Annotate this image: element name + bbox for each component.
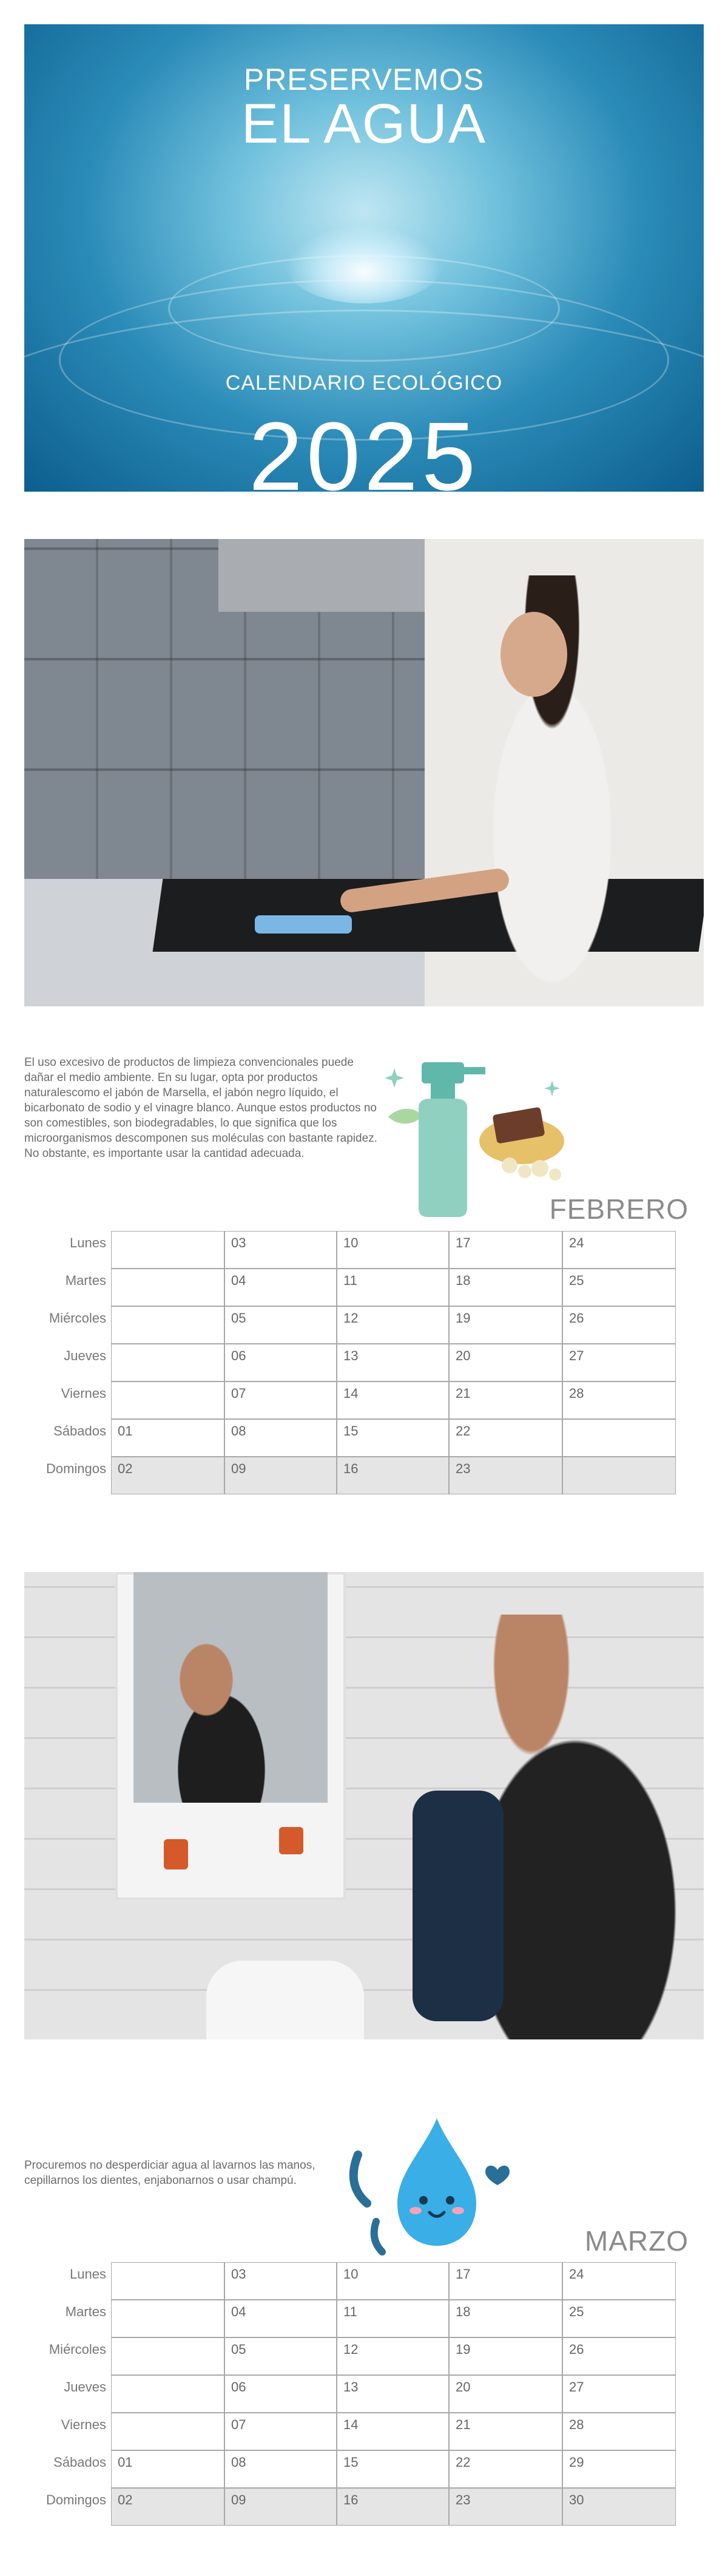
candle [164,1839,188,1869]
calendar-day-cell: 21 [449,1381,562,1419]
towel [413,1791,504,2021]
calendar-day-cell: 01 [111,1419,224,1457]
bathroom-photo [24,1572,704,2039]
calendar-day-cell: 28 [562,1381,676,1419]
heart-icon [485,2166,510,2185]
calendar-day-cell: 09 [224,1457,337,1494]
calendar-day-cell: 05 [224,2337,337,2375]
cover-subtitle: CALENDARIO ECOLÓGICO [225,371,503,395]
calendar-day-cell [111,2262,224,2300]
calendar-day-cell [111,2337,224,2375]
sparkle-icon [544,1080,560,1096]
water-drop-mascot-icon [397,2118,476,2246]
calendar-row-sábados [24,2450,692,2488]
cleaning-cloth [255,915,352,934]
calendar-march [24,2262,692,2526]
calendar-day-cell: 26 [562,2337,676,2375]
leaf-icon [388,1109,422,1124]
calendar-day-cell: 08 [224,2450,337,2488]
calendar-day-cell: 13 [337,1344,449,1381]
calendar-day-cell: 21 [449,2413,562,2450]
weekday-label: Domingos [46,1461,106,1476]
calendar-day-cell: 16 [337,2488,449,2526]
calendar-day-cell: 30 [562,2488,676,2526]
calendar-row-viernes [24,2413,692,2450]
calendar-day-cell: 13 [337,2375,449,2413]
cleaning-spray-bottle-icon [419,1062,485,1217]
calendar-day-cell: 12 [337,1306,449,1344]
woman-face [500,612,567,697]
calendar-day-cell: 26 [562,1306,676,1344]
calendar-day-cell: 04 [224,2300,337,2337]
cover-year: 2025 [249,402,479,492]
month-title-march: MARZO [584,2225,689,2257]
calendar-day-cell: 16 [337,1457,449,1494]
water-splash-image [285,225,443,303]
calendar-day-cell [111,1381,224,1419]
calendar-day-cell [562,1419,676,1457]
calendar-day-cell: 04 [224,1269,337,1306]
calendar-day-cell: 19 [449,2337,562,2375]
calendar-day-cell: 23 [449,1457,562,1494]
calendar-row-domingos [24,2488,692,2526]
calendar-day-cell: 12 [337,2337,449,2375]
splash-drops-icon [354,2155,382,2252]
calendar-row-lunes [24,2262,692,2300]
calendar-february [24,1231,692,1494]
calendar-day-cell: 25 [562,2300,676,2337]
calendar-day-cell [111,1344,224,1381]
calendar-day-cell [111,1306,224,1344]
weekday-label: Lunes [70,1235,106,1250]
calendar-day-cell: 29 [562,2450,676,2488]
calendar-day-cell: 27 [562,1344,676,1381]
calendar-day-cell: 09 [224,2488,337,2526]
weekday-label: Viernes [61,1386,106,1401]
cover-title-line1: PRESERVEMOS [243,63,485,97]
calendar-day-cell [111,2375,224,2413]
candle [279,1827,303,1854]
calendar-day-cell: 06 [224,2375,337,2413]
weekday-label: Domingos [46,2492,106,2507]
calendar-day-cell: 10 [337,2262,449,2300]
soap-bar-icon [479,1107,564,1164]
extractor-hood [218,539,425,612]
calendar-day-cell: 25 [562,1269,676,1306]
calendar-day-cell: 08 [224,1419,337,1457]
weekday-label: Sábados [53,1423,106,1439]
calendar-day-cell: 03 [224,2262,337,2300]
calendar-day-cell: 18 [449,1269,562,1306]
calendar-row-martes [24,2300,692,2337]
calendar-row-miércoles [24,1306,692,1344]
weekday-label: Miércoles [49,2342,106,2357]
calendar-day-cell: 17 [449,2262,562,2300]
calendar-row-lunes [24,1231,692,1269]
calendar-day-cell: 15 [337,2450,449,2488]
calendar-row-jueves [24,1344,692,1381]
calendar-day-cell: 02 [111,2488,224,2526]
calendar-day-cell: 11 [337,1269,449,1306]
calendar-day-cell: 19 [449,1306,562,1344]
calendar-day-cell: 20 [449,2375,562,2413]
month-title-february: FEBRERO [549,1193,689,1225]
man-reflection [146,1639,297,1803]
calendar-day-cell: 07 [224,2413,337,2450]
calendar-row-viernes [24,1381,692,1419]
calendar-day-cell: 07 [224,1381,337,1419]
calendar-day-cell [111,2413,224,2450]
february-info-text: El uso excesivo de productos de limpieza convencionales puede dañar el medio ambiente. En su lugar, opta por productos naturalescomo el jabón de Marsella, el jabón negro líquido, el bicarbonato de sodio y el vinagre blanco. Aunque estos productos no son comestibles, son biodegradables, lo que significa que los microorganismos descomponen sus moléculas con bastante rapidez. No obstante, es importante usar la cantidad adecuada. [24,1056,377,1160]
calendar-day-cell: 14 [337,1381,449,1419]
calendar-day-cell [111,1269,224,1306]
sink [206,1961,364,2039]
weekday-label: Jueves [64,1348,106,1363]
cover-title-line2: EL AGUA [241,93,487,155]
calendar-day-cell: 24 [562,2262,676,2300]
calendar-row-domingos [24,1457,692,1494]
kitchen-cleaning-photo [24,539,704,1006]
calendar-day-cell: 24 [562,1231,676,1269]
weekday-label: Viernes [61,2417,106,2432]
weekday-label: Lunes [70,2266,106,2282]
weekday-label: Sábados [53,2455,106,2470]
calendar-day-cell [111,1231,224,1269]
calendar-day-cell: 03 [224,1231,337,1269]
weekday-label: Martes [65,2304,106,2319]
calendar-day-cell: 22 [449,2450,562,2488]
calendar-day-cell [111,2300,224,2337]
calendar-row-martes [24,1269,692,1306]
weekday-label: Miércoles [49,1310,106,1326]
calendar-day-cell: 11 [337,2300,449,2337]
calendar-row-miércoles [24,2337,692,2375]
calendar-day-cell: 01 [111,2450,224,2488]
weekday-label: Martes [65,1273,106,1288]
calendar-day-cell: 02 [111,1457,224,1494]
calendar-day-cell: 17 [449,1231,562,1269]
calendar-day-cell: 22 [449,1419,562,1457]
calendar-day-cell: 10 [337,1231,449,1269]
calendar-day-cell: 15 [337,1419,449,1457]
calendar-day-cell: 27 [562,2375,676,2413]
march-info-text: Procuremos no desperdiciar agua al lavarnos las manos, cepillarnos los dientes, enjabonarnos o usar champú. [24,2159,315,2187]
calendar-day-cell: 18 [449,2300,562,2337]
calendar-day-cell: 23 [449,2488,562,2526]
cover-image [24,24,704,492]
calendar-day-cell: 14 [337,2413,449,2450]
calendar-day-cell: 28 [562,2413,676,2450]
calendar-row-jueves [24,2375,692,2413]
weekday-label: Jueves [64,2379,106,2395]
calendar-row-sábados [24,1419,692,1457]
calendar-day-cell: 06 [224,1344,337,1381]
calendar-day-cell: 05 [224,1306,337,1344]
sparkle-icon [385,1068,404,1088]
calendar-day-cell [562,1457,676,1494]
calendar-day-cell: 20 [449,1344,562,1381]
